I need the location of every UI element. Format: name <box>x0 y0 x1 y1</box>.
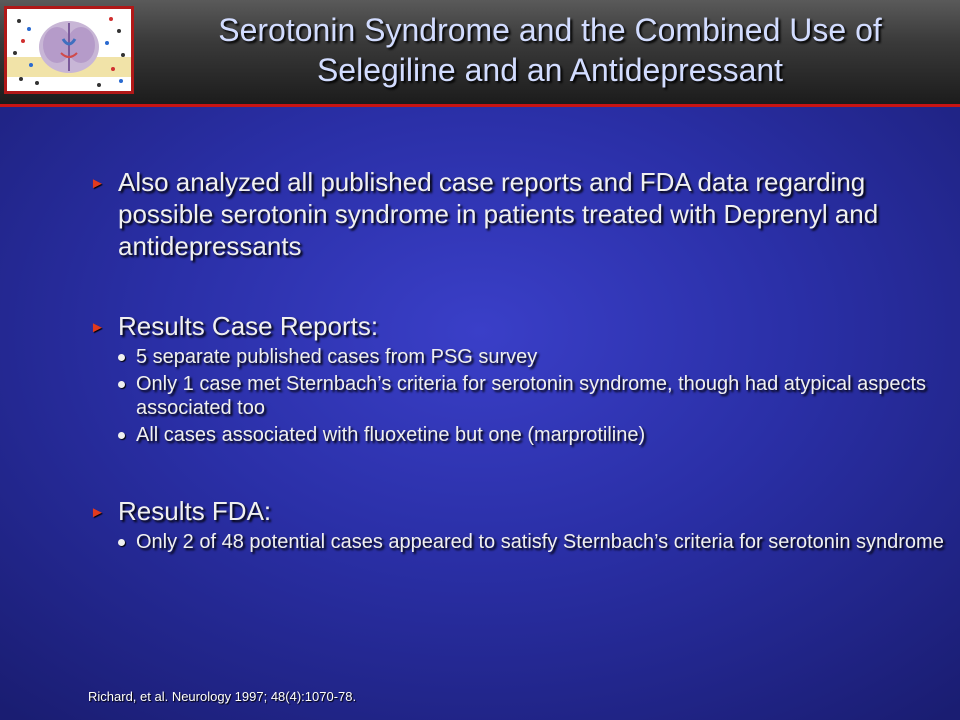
sub-bullet-item <box>88 372 948 420</box>
bullet-item <box>88 495 948 527</box>
sub-bullet-text: Only 1 case met Sternbach’s criteria for serotonin syndrome, though had atypical aspects associated too <box>136 373 927 419</box>
triangle-bullet-icon: ► <box>90 319 105 336</box>
dot-bullet-icon <box>118 432 125 439</box>
dot-bullet-icon <box>118 354 125 361</box>
bullet-text: Also analyzed all published case reports and FDA data regarding possible serotonin syndrome in patients treated with Deprenyl and antidepressants <box>118 167 879 261</box>
bullet-text: Results FDA: <box>118 496 272 526</box>
title-line-2: Selegiline and an Antidepressant <box>316 52 784 88</box>
title-line-1: Serotonin Syndrome and the Combined Use of <box>218 12 882 48</box>
bullet-list <box>88 166 948 554</box>
dot-bullet-icon <box>118 381 125 388</box>
sub-bullet-item <box>88 345 948 369</box>
triangle-bullet-icon: ► <box>90 175 105 192</box>
sub-bullet-item <box>88 423 948 447</box>
sub-bullet-text: 5 separate published cases from PSG survey <box>136 346 538 368</box>
bullet-text: Results Case Reports: <box>118 311 379 341</box>
sub-bullet-text: All cases associated with fluoxetine but one (marprotiline) <box>136 424 646 446</box>
brain-scan-logo <box>4 6 134 94</box>
bullet-item <box>88 310 948 342</box>
title-divider <box>0 104 960 107</box>
sub-bullet-text: Only 2 of 48 potential cases appeared to satisfy Sternbach’s criteria for serotonin syndrome <box>136 531 944 553</box>
sub-bullet-item <box>88 530 948 554</box>
dot-bullet-icon <box>118 539 125 546</box>
slide-title <box>150 10 950 90</box>
bullet-item <box>88 166 948 262</box>
citation: Richard, et al. Neurology 1997; 48(4):1070-78. <box>88 689 357 704</box>
triangle-bullet-icon: ► <box>90 504 105 521</box>
brain-scan-icon <box>7 9 131 91</box>
title-bar <box>0 0 960 104</box>
